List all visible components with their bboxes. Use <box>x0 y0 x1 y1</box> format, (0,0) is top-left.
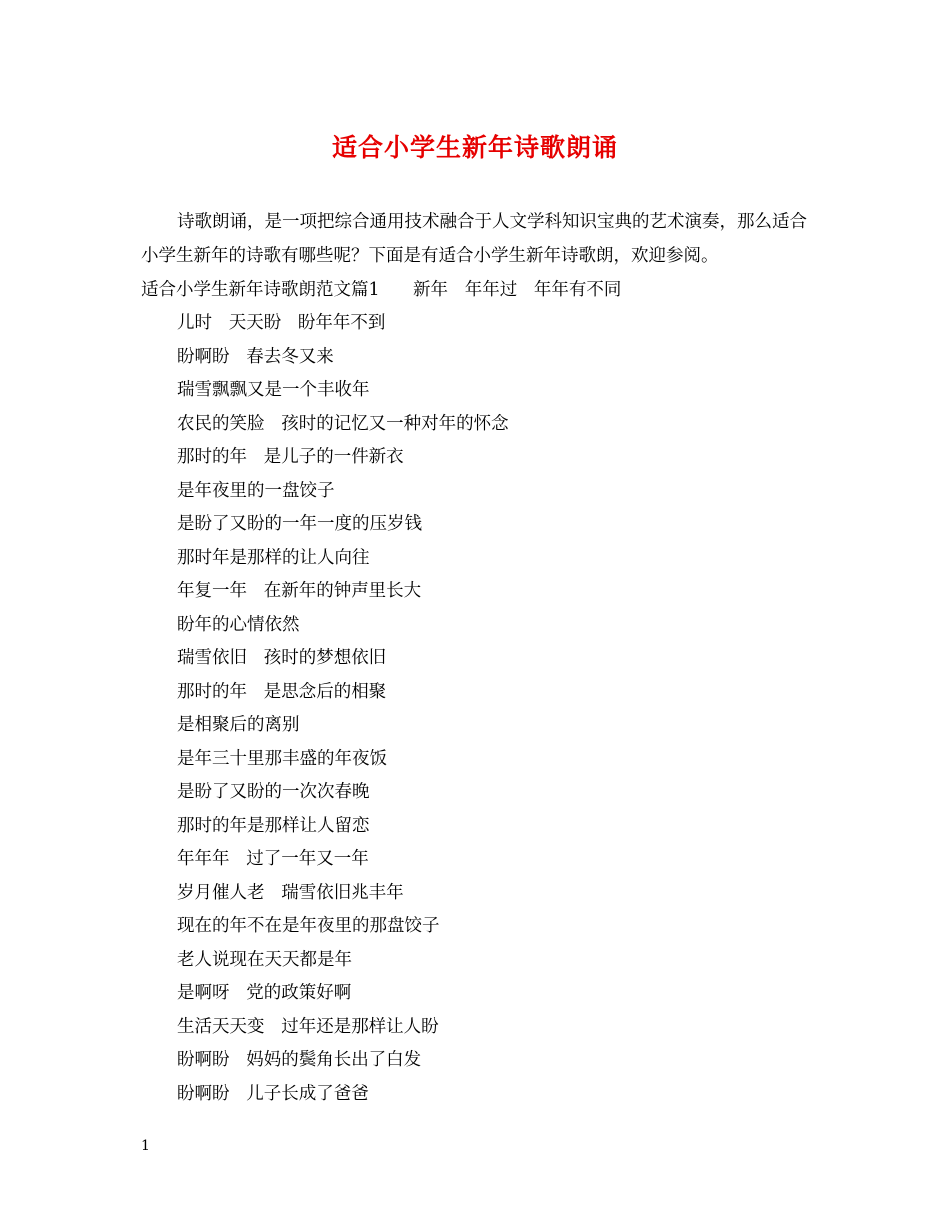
poem-line: 那时的年 是儿子的一件新衣 <box>177 447 404 467</box>
poem-line: 现在的年不在是年夜里的那盘饺子 <box>177 916 440 936</box>
intro-paragraph <box>141 206 813 273</box>
page-number: 1 <box>141 1138 150 1154</box>
poem-line: 盼啊盼 儿子长成了爸爸 <box>177 1083 369 1104</box>
poem-line: 是啊呀 党的政策好啊 <box>177 983 352 1003</box>
section-heading: 适合小学生新年诗歌朗范文篇1 新年 年年过 年年有不同 <box>141 280 622 300</box>
poem-line: 年复一年 在新年的钟声里长大 <box>177 581 422 601</box>
poem-line: 那时年是那样的让人向往 <box>177 547 370 568</box>
poem-line: 盼啊盼 妈妈的鬓角长出了白发 <box>177 1050 422 1070</box>
poem-line: 是相聚后的离别 <box>177 715 300 735</box>
poem-line: 盼啊盼 春去冬又来 <box>177 346 334 367</box>
poem-line: 是年夜里的一盘饺子 <box>177 480 335 501</box>
poem-line: 是盼了又盼的一年一度的压岁钱 <box>177 514 422 534</box>
poem-line: 瑞雪依旧 孩时的梦想依旧 <box>177 648 387 668</box>
poem-line: 农民的笑脸 孩时的记忆又一种对年的怀念 <box>177 413 509 434</box>
poem-line: 岁月催人老 瑞雪依旧兆丰年 <box>177 882 404 903</box>
poem-line: 老人说现在天天都是年 <box>177 949 352 970</box>
poem-line: 是年三十里那丰盛的年夜饭 <box>177 748 387 769</box>
document-title: 适合小学生新年诗歌朗诵 <box>331 133 618 162</box>
poem-line: 那时的年 是思念后的相聚 <box>177 681 387 702</box>
poem-line: 年年年 过了一年又一年 <box>177 849 369 869</box>
poem-line: 生活天天变 过年还是那样让人盼 <box>177 1016 439 1037</box>
poem-line: 盼年的心情依然 <box>177 614 300 635</box>
poem-line: 儿时 天天盼 盼年年不到 <box>177 313 386 333</box>
poem-line: 是盼了又盼的一次次春晚 <box>177 782 370 802</box>
poem-line: 那时的年是那样让人留恋 <box>177 815 370 836</box>
poem-line: 瑞雪飘飘又是一个丰收年 <box>177 380 370 400</box>
poem-lines <box>177 307 813 1111</box>
intro-text: 诗歌朗诵，是一项把综合通用技术融合于人文学科知识宝典的艺术演奏，那么适合小学生新年的诗歌有哪些呢？下面是有适合小学生新年诗歌朗，欢迎参阅。 <box>141 212 807 266</box>
